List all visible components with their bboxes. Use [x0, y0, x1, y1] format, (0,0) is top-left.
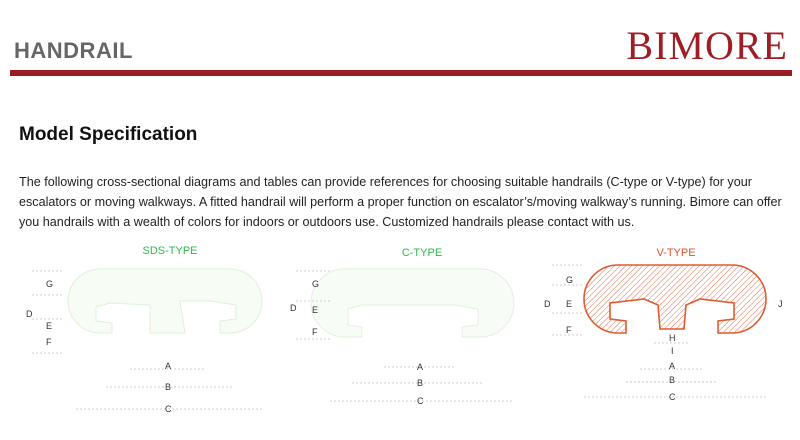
dim-g-label: G — [312, 279, 320, 289]
dim-c-label: C — [165, 404, 172, 414]
c-type-diagram — [290, 269, 514, 406]
dim-c-label: C — [669, 392, 676, 402]
dim-f-label: F — [312, 327, 318, 337]
dim-a-label: A — [165, 361, 172, 371]
dim-a-label: A — [417, 362, 424, 372]
dim-c-label: C — [417, 396, 424, 406]
intro-paragraph: The following cross-sectional diagrams and tables can provide references for choosing suitable handrails (C-type or V-type) for your escalators or moving walkways. A fitted handrail will perform a proper function on escalator’s/moving walkway’s running. Bimore can offer you handrails with a wealth of colors for indoors or outdoors use. Customized handrails please contact with us. — [19, 175, 782, 229]
v-profile — [584, 265, 766, 333]
dim-d-label: D — [544, 299, 551, 309]
dim-b-label: B — [165, 382, 172, 392]
diagram-title-sds: SDS-TYPE — [142, 245, 198, 257]
dim-g-label: G — [46, 279, 54, 289]
dim-e-label: E — [46, 321, 53, 331]
dim-b-label: B — [417, 378, 424, 388]
dim-i-label: I — [671, 346, 674, 356]
dim-e-label: E — [312, 305, 319, 315]
cross-section-diagrams — [0, 235, 800, 435]
sds-type-diagram — [26, 269, 262, 414]
c-profile — [311, 269, 514, 337]
v-type-diagram — [544, 265, 783, 402]
diagram-title-v: V-TYPE — [656, 247, 696, 259]
diagram-title-c: C-TYPE — [401, 247, 443, 259]
dim-h-label: H — [669, 333, 676, 343]
dim-e-label: E — [566, 299, 573, 309]
brand-logo: BIMORE — [626, 23, 788, 68]
dim-f-label: F — [46, 337, 52, 347]
dim-a-label: A — [669, 361, 676, 371]
header-divider — [10, 70, 792, 76]
dim-f-label: F — [566, 325, 572, 335]
dim-d-label: D — [290, 303, 297, 313]
dim-d-label: D — [26, 309, 33, 319]
sds-profile — [68, 269, 262, 333]
dim-b-label: B — [669, 375, 676, 385]
dim-g-label: G — [566, 275, 574, 285]
header-title: HANDRAIL — [14, 38, 133, 63]
section-title: Model Specification — [19, 124, 198, 145]
page-header — [0, 0, 800, 80]
dim-j-label: J — [778, 299, 783, 309]
